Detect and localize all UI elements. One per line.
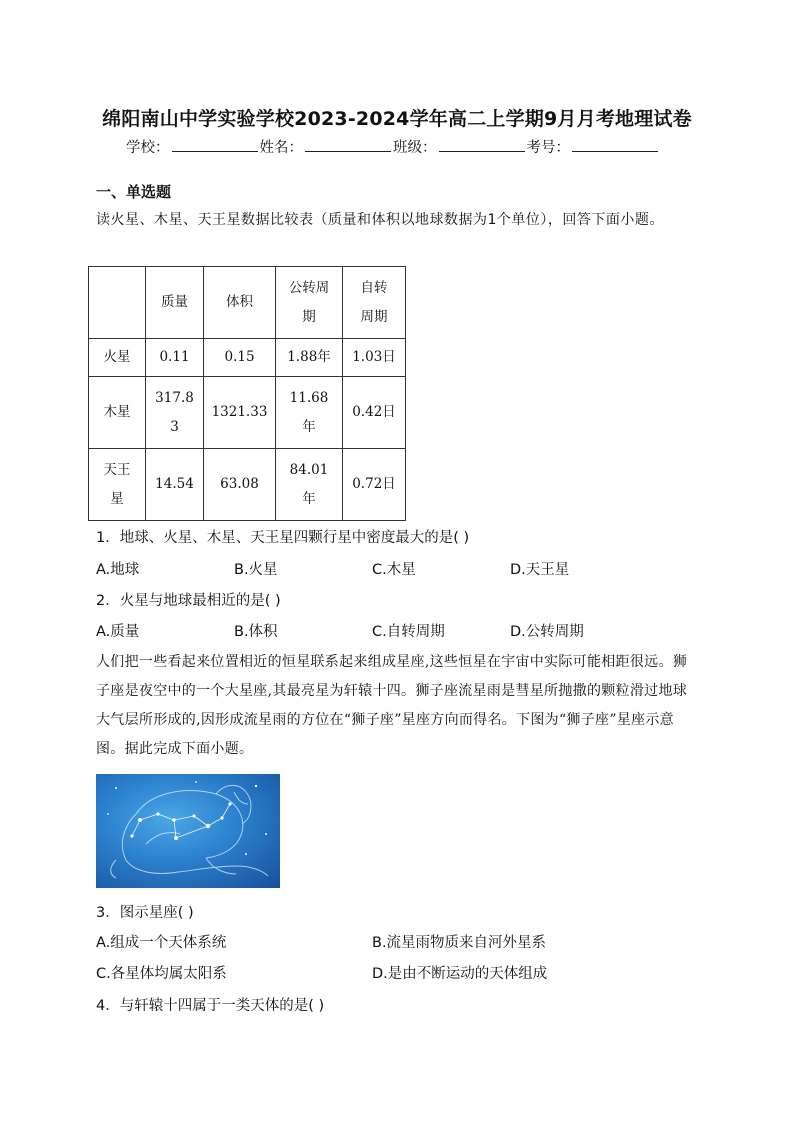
question-4-stem: 4．与轩辕十四属于一类天体的是( ) <box>96 998 325 1014</box>
table-cell: 11.68年 <box>276 377 343 449</box>
table-cell: 木星 <box>89 377 146 449</box>
section-title: 一、单选题 <box>96 183 172 201</box>
leo-constellation-illustration <box>96 774 280 888</box>
table-cell: 1321.33 <box>204 377 276 449</box>
intro-text: 读火星、木星、天王星数据比较表（质量和体积以地球数据为1个单位），回答下面小题。 <box>96 212 664 228</box>
question-3-stem: 3．图示星座( ) <box>96 905 194 921</box>
number-blank[interactable] <box>572 137 658 152</box>
q1-option-d[interactable]: D.天王星 <box>510 562 570 578</box>
table-cell: 天王星 <box>89 449 146 521</box>
table-header-cell: 自转周期 <box>343 267 406 339</box>
table-row <box>89 377 406 449</box>
q1-option-b[interactable]: B.火星 <box>234 562 278 578</box>
question-1-stem: 1．地球、火星、木星、天王星四颗行星中密度最大的是( ) <box>96 530 470 546</box>
class-label: 班级： <box>393 140 437 156</box>
q3-option-a[interactable]: A.组成一个天体系统 <box>96 935 227 951</box>
leo-constellation-image <box>96 774 280 888</box>
exam-title: 绵阳南山中学实验学校2023-2024学年高二上学期9月月考地理试卷 <box>102 108 692 130</box>
q2-option-b[interactable]: B.体积 <box>234 624 278 640</box>
table-row <box>89 339 406 377</box>
school-label: 学校： <box>126 140 170 156</box>
table-cell: 0.15 <box>204 339 276 377</box>
class-blank[interactable] <box>439 137 525 152</box>
number-label: 考号： <box>526 140 570 156</box>
planet-data-table <box>88 266 406 521</box>
student-info-row <box>126 136 660 157</box>
table-cell: 317.83 <box>146 377 204 449</box>
q2-option-a[interactable]: A.质量 <box>96 624 140 640</box>
name-label: 姓名： <box>259 140 303 156</box>
q1-option-a[interactable]: A.地球 <box>96 562 140 578</box>
question-2-stem: 2．火星与地球最相近的是( ) <box>96 593 281 609</box>
table-cell: 1.03日 <box>343 339 406 377</box>
table-cell: 火星 <box>89 339 146 377</box>
table-cell: 14.54 <box>146 449 204 521</box>
table-header-cell: 体积 <box>204 267 276 339</box>
q2-option-d[interactable]: D.公转周期 <box>510 624 584 640</box>
school-blank[interactable] <box>172 137 258 152</box>
q3-option-c[interactable]: C.各星体均属太阳系 <box>96 966 227 982</box>
q2-option-c[interactable]: C.自转周期 <box>372 624 445 640</box>
table-header-cell: 公转周期 <box>276 267 343 339</box>
table-cell: 0.11 <box>146 339 204 377</box>
name-blank[interactable] <box>305 137 391 152</box>
table-cell: 63.08 <box>204 449 276 521</box>
q1-option-c[interactable]: C.木星 <box>372 562 416 578</box>
table-header-cell <box>89 267 146 339</box>
table-cell: 84.01年 <box>276 449 343 521</box>
table-header-cell: 质量 <box>146 267 204 339</box>
table-row <box>89 449 406 521</box>
leo-paragraph: 人们把一些看起来位置相近的恒星联系起来组成星座,这些恒星在宇宙中实际可能相距很远。狮子座是夜空中的一个大星座,其最亮星为轩辕十四。狮子座流星雨是彗星所抛撒的颗粒滑过地球大气层所形成的,因形成流星雨的方位在“狮子座”星座方向而得名。下图为“狮子座”星座示意图。据此完成下面小题。 <box>96 654 688 757</box>
table-cell: 0.42日 <box>343 377 406 449</box>
q3-option-d[interactable]: D.是由不断运动的天体组成 <box>372 966 548 982</box>
table-header-row <box>89 267 406 339</box>
q3-option-b[interactable]: B.流星雨物质来自河外星系 <box>372 935 547 951</box>
table-cell: 0.72日 <box>343 449 406 521</box>
table-cell: 1.88年 <box>276 339 343 377</box>
